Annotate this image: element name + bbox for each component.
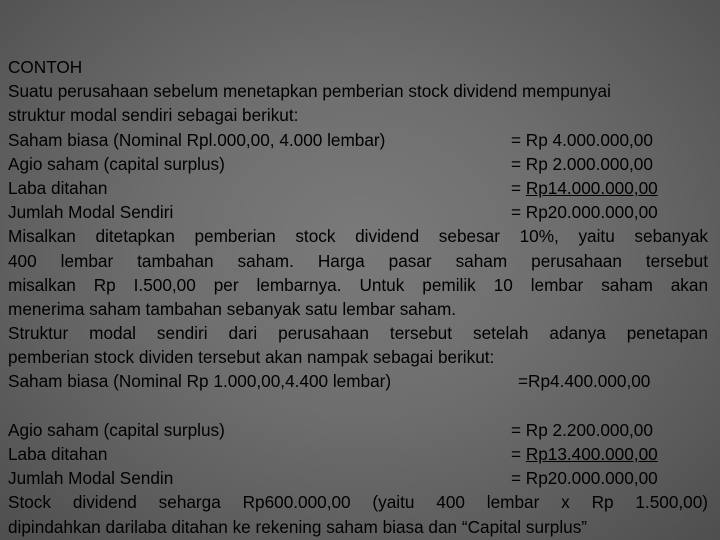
- row-label: Agio saham (capital surplus): [8, 153, 225, 174]
- row-label: Saham biasa (Nominal Rpl.000,00, 4.000 lembar): [8, 129, 386, 150]
- row-label: Jumlah Modal Sendin: [8, 468, 174, 489]
- row-label: Laba ditahan: [8, 177, 108, 198]
- row-value: = Rp 2.200.000,00: [511, 419, 653, 440]
- value-underlined: Rp14.000.000,00: [525, 177, 658, 198]
- row-label: Laba ditahan: [8, 444, 108, 464]
- example-line-3: misalkan Rp I.500,00 per lembarnya. Untuk pemilik 10 lembar saham akan: [8, 274, 708, 295]
- intro-line-2: struktur modal sendiri sebagai berikut:: [8, 105, 299, 126]
- after-row-retained-earnings: [8, 442, 708, 466]
- row-label: Agio saham (capital surplus): [8, 419, 225, 440]
- row-label: Saham biasa (Nominal Rp 1.000,00,4.400 lembar): [8, 371, 392, 392]
- row-value: =Rp4.400.000,00: [518, 371, 651, 392]
- before-row-retained-earnings: [8, 176, 708, 200]
- row-value: = Rp 2.000.000,00: [511, 153, 653, 174]
- value-prefix: =: [511, 177, 526, 198]
- row-label: Jumlah Modal Sendiri: [8, 202, 174, 223]
- page-number: 38: [671, 514, 683, 525]
- value-underlined: Rp13.400.000,00: [525, 444, 658, 464]
- closing-line-1: Stock dividend seharga Rp600.000,00 (yaitu 400 lembar x Rp 1.500,00): [8, 492, 708, 513]
- row-value: [511, 442, 658, 466]
- value-prefix: =: [511, 444, 526, 464]
- before-row-total-equity: [8, 200, 708, 224]
- intro-line-1: Suatu perusahaan sebelum menetapkan pemberian stock dividend mempunyai: [8, 81, 611, 102]
- after-intro-line-1: Struktur modal sendiri dari perusahaan tersebut setelah adanya penetapan: [8, 323, 708, 344]
- slide-content: [8, 55, 708, 539]
- after-row-common-stock: [8, 369, 708, 393]
- after-row-agio: [8, 418, 708, 442]
- row-value: [511, 176, 658, 200]
- before-row-common-stock: [8, 128, 708, 152]
- spacer: [8, 394, 708, 418]
- example-line-2: 400 lembar tambahan saham. Harga pasar saham perusahaan tersebut: [8, 250, 708, 271]
- row-value: = Rp20.000.000,00: [511, 468, 658, 489]
- after-intro-line-2: pemberian stock dividen tersebut akan nampak sebagai berikut:: [8, 347, 495, 368]
- after-row-total-equity: [8, 466, 708, 490]
- example-line-1: Misalkan ditetapkan pemberian stock dividend sebesar 10%, yaitu sebanyak: [8, 226, 708, 247]
- closing-line-2: dipindahkan darilaba ditahan ke rekening saham biasa dan “Capital surplus”: [8, 516, 588, 537]
- row-value: = Rp20.000.000,00: [511, 202, 658, 223]
- slide-title: CONTOH: [8, 57, 83, 77]
- example-line-4: menerima saham tambahan sebanyak satu lembar saham.: [8, 298, 457, 319]
- row-value: = Rp 4.000.000,00: [511, 129, 653, 150]
- before-row-agio: [8, 152, 708, 176]
